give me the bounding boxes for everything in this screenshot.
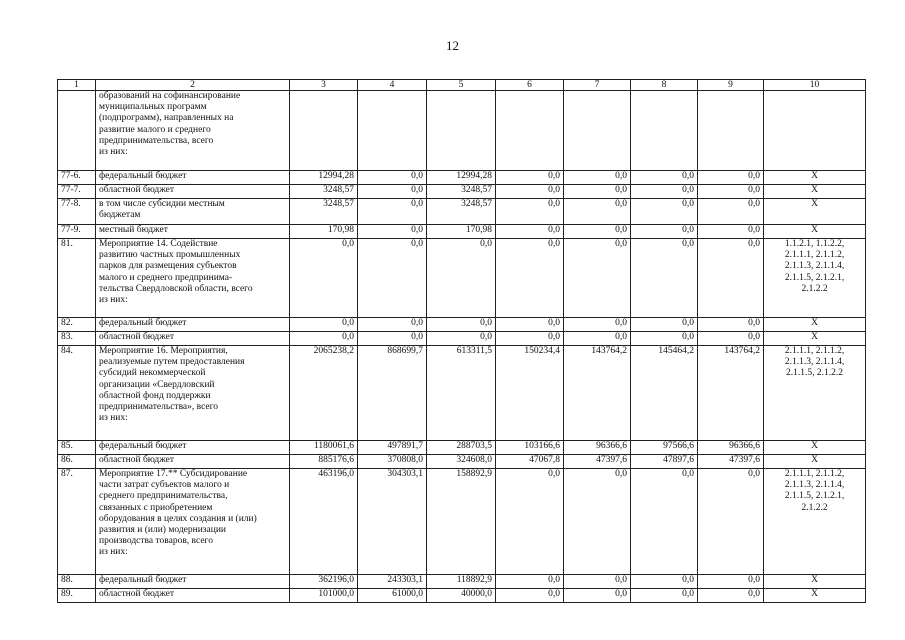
value-cell: 3248,57 [427,185,496,199]
budget-table [57,79,866,603]
value-cell: 0,0 [698,185,764,199]
row-name [96,575,290,589]
value-cell [564,91,631,171]
value-cell: 0,0 [496,589,564,603]
row-name-line: муниципальных программ [99,102,207,113]
row-name [96,91,290,171]
row-name-line: федеральный бюджет [99,575,187,585]
row-number: 81. [58,239,96,318]
row-name-line: областной бюджет [99,332,175,342]
row-name-line: Мероприятие 17.** Субсидирование [99,469,248,479]
codes-cell [764,441,866,455]
table-row [58,589,866,603]
table-row [58,441,866,455]
value-cell: 243303,1 [358,575,427,589]
codes-cell [764,318,866,332]
value-cell: 143764,2 [698,346,764,441]
header-cell: 4 [358,80,427,91]
row-name-line: развитию частных промышленных [99,250,241,261]
row-name-line: из них: [99,413,128,424]
row-name-line: Мероприятие 14. Содействие [99,239,218,249]
value-cell: 885176,6 [290,455,358,469]
row-number: 85. [58,441,96,455]
value-cell: 3248,57 [427,199,496,225]
header-cell: 5 [427,80,496,91]
row-name-line: (подпрограмм), направленных на [99,113,234,124]
value-cell: 0,0 [564,318,631,332]
header-cell: 8 [631,80,698,91]
table-row [58,171,866,185]
code-line: Х [811,455,818,465]
row-name-line: местный бюджет [99,225,168,235]
row-number: 77-7. [58,185,96,199]
value-cell: 0,0 [496,225,564,239]
row-name-line: образований на софинансирование [99,91,241,101]
value-cell: 47067,8 [496,455,564,469]
value-cell: 0,0 [631,469,698,575]
header-row [58,80,866,91]
code-line: 2.1.2.2 [801,283,828,294]
row-name [96,469,290,575]
code-line: Х [811,199,818,209]
code-line: Х [811,318,818,328]
value-cell: 103166,6 [496,441,564,455]
value-cell: 0,0 [698,318,764,332]
value-cell: 0,0 [427,332,496,346]
value-cell: 868699,7 [358,346,427,441]
value-cell: 0,0 [698,239,764,318]
row-name-line: предпринимательства», всего [99,402,219,413]
row-name [96,185,290,199]
row-number: 82. [58,318,96,332]
value-cell: 0,0 [290,239,358,318]
code-line: 2.1.1.5, 2.1.2.1, [784,272,845,283]
value-cell: 40000,0 [427,589,496,603]
code-line: Х [811,171,818,181]
code-line: Х [811,332,818,342]
value-cell: 47397,6 [698,455,764,469]
code-line: 2.1.1.1, 2.1.1.2, [784,346,845,356]
code-line: 2.1.1.3, 2.1.1.4, [784,480,845,491]
row-number: 83. [58,332,96,346]
value-cell: 497891,7 [358,441,427,455]
table-row [58,332,866,346]
value-cell: 150234,4 [496,346,564,441]
value-cell: 96366,6 [564,441,631,455]
row-name-line: среднего предпринимательства, [99,491,228,502]
row-name-line: федеральный бюджет [99,318,187,328]
value-cell: 324608,0 [427,455,496,469]
value-cell: 0,0 [290,332,358,346]
value-cell [496,91,564,171]
header-cell: 2 [96,80,290,91]
value-cell: 0,0 [631,575,698,589]
table-row [58,346,866,441]
row-name-line: производства товаров, всего [99,536,213,547]
value-cell: 1180061,6 [290,441,358,455]
page-number: 12 [446,38,459,53]
value-cell: 0,0 [358,199,427,225]
value-cell: 0,0 [631,199,698,225]
value-cell: 12994,28 [427,171,496,185]
value-cell: 145464,2 [631,346,698,441]
table-row [58,225,866,239]
code-line: Х [811,225,818,235]
row-number: 88. [58,575,96,589]
codes-cell [764,185,866,199]
value-cell: 0,0 [358,185,427,199]
code-line: 2.1.1.1, 2.1.1.2, [784,469,845,479]
value-cell [631,91,698,171]
row-name-line: федеральный бюджет [99,441,187,451]
value-cell: 0,0 [631,589,698,603]
table-row [58,239,866,318]
row-number: 77-8. [58,199,96,225]
value-cell: 0,0 [496,575,564,589]
codes-cell [764,171,866,185]
table-row [58,455,866,469]
value-cell: 0,0 [358,318,427,332]
row-number: 77-9. [58,225,96,239]
value-cell: 0,0 [496,185,564,199]
row-name-line: развития и (или) модернизации [99,525,227,536]
row-name-line: тельства Свердловской области, всего [99,283,253,294]
value-cell [358,91,427,171]
row-name [96,455,290,469]
codes-cell [764,469,866,575]
table-row [58,185,866,199]
value-cell: 0,0 [427,239,496,318]
table-row [58,469,866,575]
value-cell: 463196,0 [290,469,358,575]
value-cell: 613311,5 [427,346,496,441]
row-name-line: предпринимательства, всего [99,135,214,146]
row-name-line: бюджетам [99,210,141,221]
value-cell [290,91,358,171]
value-cell: 170,98 [290,225,358,239]
row-name [96,346,290,441]
value-cell: 0,0 [631,318,698,332]
value-cell: 143764,2 [564,346,631,441]
value-cell: 61000,0 [358,589,427,603]
header-cell: 6 [496,80,564,91]
row-name [96,441,290,455]
header-cell: 1 [58,80,96,91]
value-cell: 12994,28 [290,171,358,185]
row-name [96,589,290,603]
value-cell: 0,0 [698,575,764,589]
value-cell: 170,98 [427,225,496,239]
table-row [58,318,866,332]
code-line: 2.1.2.2 [801,502,828,513]
value-cell: 0,0 [564,171,631,185]
value-cell: 0,0 [698,469,764,575]
row-number: 89. [58,589,96,603]
value-cell: 0,0 [631,171,698,185]
value-cell: 0,0 [698,171,764,185]
value-cell: 0,0 [427,318,496,332]
codes-cell [764,225,866,239]
row-name-line: части затрат субъектов малого и [99,480,230,491]
value-cell: 97566,6 [631,441,698,455]
header-cell: 9 [698,80,764,91]
row-name-line: субсидий некоммерческой [99,368,206,379]
row-name-line: областной бюджет [99,185,175,195]
code-line: Х [811,441,818,451]
value-cell: 288703,5 [427,441,496,455]
value-cell: 0,0 [496,318,564,332]
value-cell: 101000,0 [290,589,358,603]
code-line: 1.1.2.1, 1.1.2.2, [784,239,845,249]
row-name-line: оборудования в целях создания и (или) [99,513,257,524]
value-cell: 3248,57 [290,185,358,199]
row-number: 87. [58,469,96,575]
value-cell: 0,0 [358,332,427,346]
code-line: Х [811,575,818,585]
row-name-line: областной бюджет [99,455,175,465]
table-row [58,575,866,589]
row-name-line: в том числе субсидии местным [99,199,225,209]
row-number: 84. [58,346,96,441]
codes-cell [764,455,866,469]
code-line: 2.1.1.1, 2.1.1.2, [784,250,845,261]
codes-cell [764,239,866,318]
value-cell: 0,0 [631,225,698,239]
codes-cell [764,199,866,225]
value-cell: 0,0 [496,199,564,225]
row-name [96,225,290,239]
row-name-line: связанных с приобретением [99,502,213,513]
row-name-line: парков для размещения субъектов [99,261,237,272]
row-name-line: областной фонд поддержки [99,390,211,401]
value-cell: 0,0 [698,225,764,239]
codes-cell [764,346,866,441]
value-cell: 0,0 [496,469,564,575]
value-cell: 0,0 [358,239,427,318]
row-name-line: из них: [99,547,128,558]
value-cell: 0,0 [631,239,698,318]
value-cell: 0,0 [564,575,631,589]
value-cell: 0,0 [358,171,427,185]
value-cell: 0,0 [631,332,698,346]
row-number: 86. [58,455,96,469]
value-cell [698,91,764,171]
value-cell: 0,0 [564,589,631,603]
value-cell: 47897,6 [631,455,698,469]
value-cell: 158892,9 [427,469,496,575]
row-number [58,91,96,171]
value-cell: 0,0 [564,332,631,346]
codes-cell [764,91,866,171]
value-cell: 0,0 [564,199,631,225]
table-row [58,199,866,225]
value-cell: 0,0 [564,225,631,239]
header-cell: 7 [564,80,631,91]
codes-cell [764,575,866,589]
code-line: 2.1.1.5, 2.1.2.2 [786,368,843,379]
row-name [96,171,290,185]
value-cell [427,91,496,171]
value-cell: 370808,0 [358,455,427,469]
value-cell: 362196,0 [290,575,358,589]
value-cell: 0,0 [290,318,358,332]
codes-cell [764,332,866,346]
value-cell: 0,0 [358,225,427,239]
row-name [96,318,290,332]
row-name-line: реализуемые путем предоставления [99,357,245,368]
row-name [96,239,290,318]
code-line: 2.1.1.3, 2.1.1.4, [784,261,845,272]
row-name [96,199,290,225]
value-cell: 0,0 [564,469,631,575]
header-cell: 3 [290,80,358,91]
value-cell: 0,0 [698,199,764,225]
value-cell: 118892,9 [427,575,496,589]
value-cell: 0,0 [564,185,631,199]
header-cell: 10 [764,80,866,91]
row-number: 77-6. [58,171,96,185]
row-name-line: малого и среднего предпринима- [99,272,233,283]
row-name [96,332,290,346]
code-line: 2.1.1.3, 2.1.1.4, [784,357,845,368]
table-row [58,91,866,171]
value-cell: 2065238,2 [290,346,358,441]
value-cell: 0,0 [496,239,564,318]
row-name-line: из них: [99,295,128,306]
row-name-line: развитие малого и среднего [99,124,211,135]
value-cell: 96366,6 [698,441,764,455]
row-name-line: областной бюджет [99,589,175,599]
value-cell: 0,0 [564,239,631,318]
value-cell: 47397,6 [564,455,631,469]
row-name-line: Мероприятие 16. Мероприятия, [99,346,228,356]
value-cell: 0,0 [631,185,698,199]
value-cell: 0,0 [698,589,764,603]
row-name-line: из них: [99,147,128,158]
value-cell: 3248,57 [290,199,358,225]
value-cell: 304303,1 [358,469,427,575]
code-line: Х [811,589,818,599]
code-line: Х [811,185,818,195]
code-line: 2.1.1.5, 2.1.2.1, [784,491,845,502]
row-name-line: организации «Свердловский [99,379,215,390]
value-cell: 0,0 [496,332,564,346]
value-cell: 0,0 [496,171,564,185]
codes-cell [764,589,866,603]
row-name-line: федеральный бюджет [99,171,187,181]
value-cell: 0,0 [698,332,764,346]
